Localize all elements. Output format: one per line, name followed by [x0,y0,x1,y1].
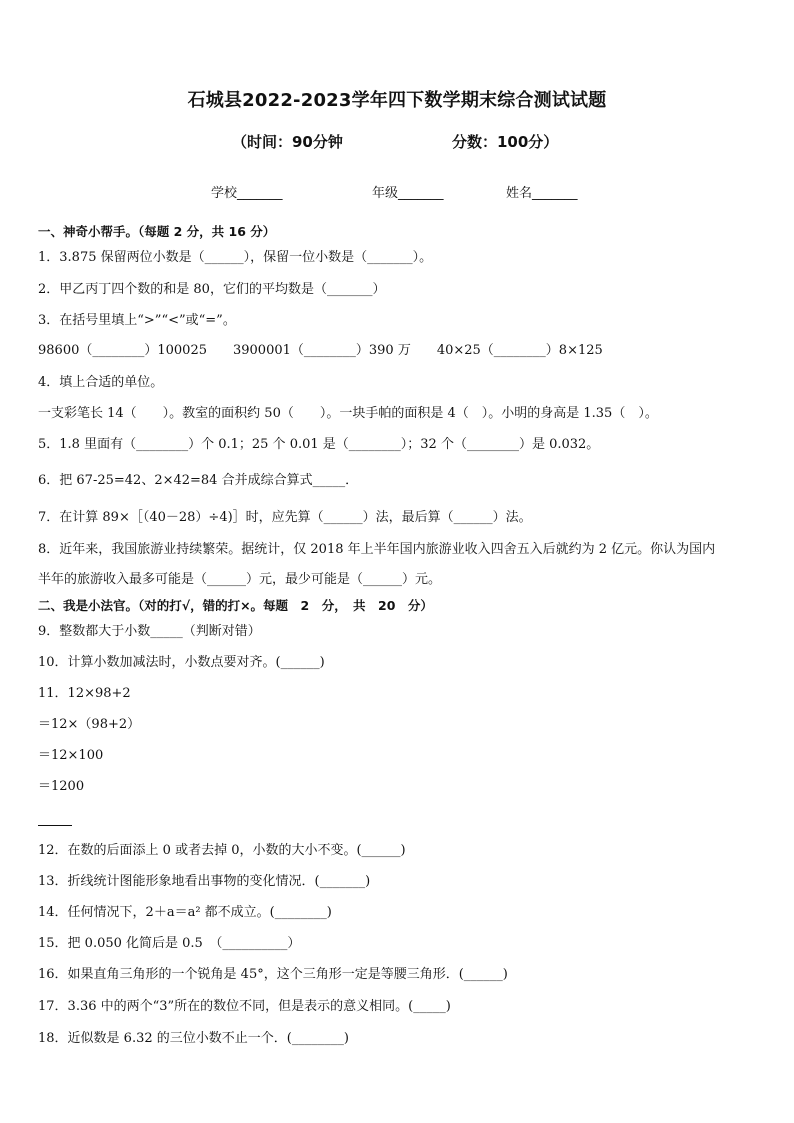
school-field: 学校_______ [211,186,283,201]
exam-time: （时间：90分钟 [232,133,343,151]
question-2: 2．甲乙丙丁四个数的和是 80，它们的平均数是（_______） [38,282,386,297]
question-5: 5．1.8 里面有（________）个 0.1；25 个 0.01 是（________）；32 个（________）是 0.032。 [38,437,600,452]
question-18: 18．近似数是 6.32 的三位小数不止一个．(________) [38,1031,349,1046]
question-11-step-2: ＝12×100 [38,748,104,763]
section-heading: 一、神奇小帮手。（每题 2 分，共 16 分） [38,224,276,239]
question-11-step-3: ＝1200 [38,779,85,794]
question-8: 8．近年来，我国旅游业持续繁荣。据统计，仅 2018 年上半年国内旅游业收入四舍五入后就约为 2 亿元。你认为国内 [38,542,716,557]
question-4-items: 一支彩笔长 14（ ）。教室的面积约 50（ ）。一块手帕的面积是 4（ ）。小明的身高是 1.35（ ）。 [38,406,658,421]
exam-score: 分数：100分） [452,133,559,151]
name-field: 姓名_______ [506,186,578,201]
grade-field: 年级_______ [372,186,444,201]
question-7: 7．在计算 89×［（40－28）÷4)］时，应先算（______）法，最后算（______）法。 [38,510,532,525]
question-10: 10．计算小数加减法时，小数点要对齐。(______) [38,655,325,670]
question-13: 13．折线统计图能形象地看出事物的变化情况．(_______) [38,874,371,889]
question-3-items: 98600（________）100025 3900001（________）390 万 40×25（________）8×125 [38,343,603,358]
question-12: 12．在数的后面添上 0 或者去掉 0，小数的大小不变。(______) [38,843,406,858]
question-6: 6．把 67-25=42、2×42=84 合并成综合算式_____． [38,473,359,488]
section-heading: 二、我是小法官。（对的打√，错的打×。每题 2 分， 共 20 分） [38,598,433,613]
question-11: 11．12×98+2 [38,686,131,701]
question-15: 15．把 0.050 化简后是 0.5 （__________） [38,936,301,951]
question-9: 9．整数都大于小数_____（判断对错） [38,624,261,639]
question-14: 14．任何情况下，2＋a＝a² 都不成立。(________) [38,905,332,920]
question-3: 3．在括号里填上“>”“<”或“=”。 [38,313,236,328]
question-8-continued: 半年的旅游收入最多可能是（______）元，最少可能是（______）元。 [38,572,442,587]
question-1: 1．3.875 保留两位小数是（______），保留一位小数是（_______）。 [38,250,433,265]
question-11-step-1: ＝12×（98+2） [38,717,141,732]
question-16: 16．如果直角三角形的一个锐角是 45°，这个三角形一定是等腰三角形．(______) [38,967,508,982]
question-17: 17．3.36 中的两个“3”所在的数位不同，但是表示的意义相同。(_____) [38,999,451,1014]
question-4: 4．填上合适的单位。 [38,375,164,390]
page-title: 石城县2022-2023学年四下数学期末综合测试试题 [187,90,607,111]
answer-blank [38,825,72,826]
